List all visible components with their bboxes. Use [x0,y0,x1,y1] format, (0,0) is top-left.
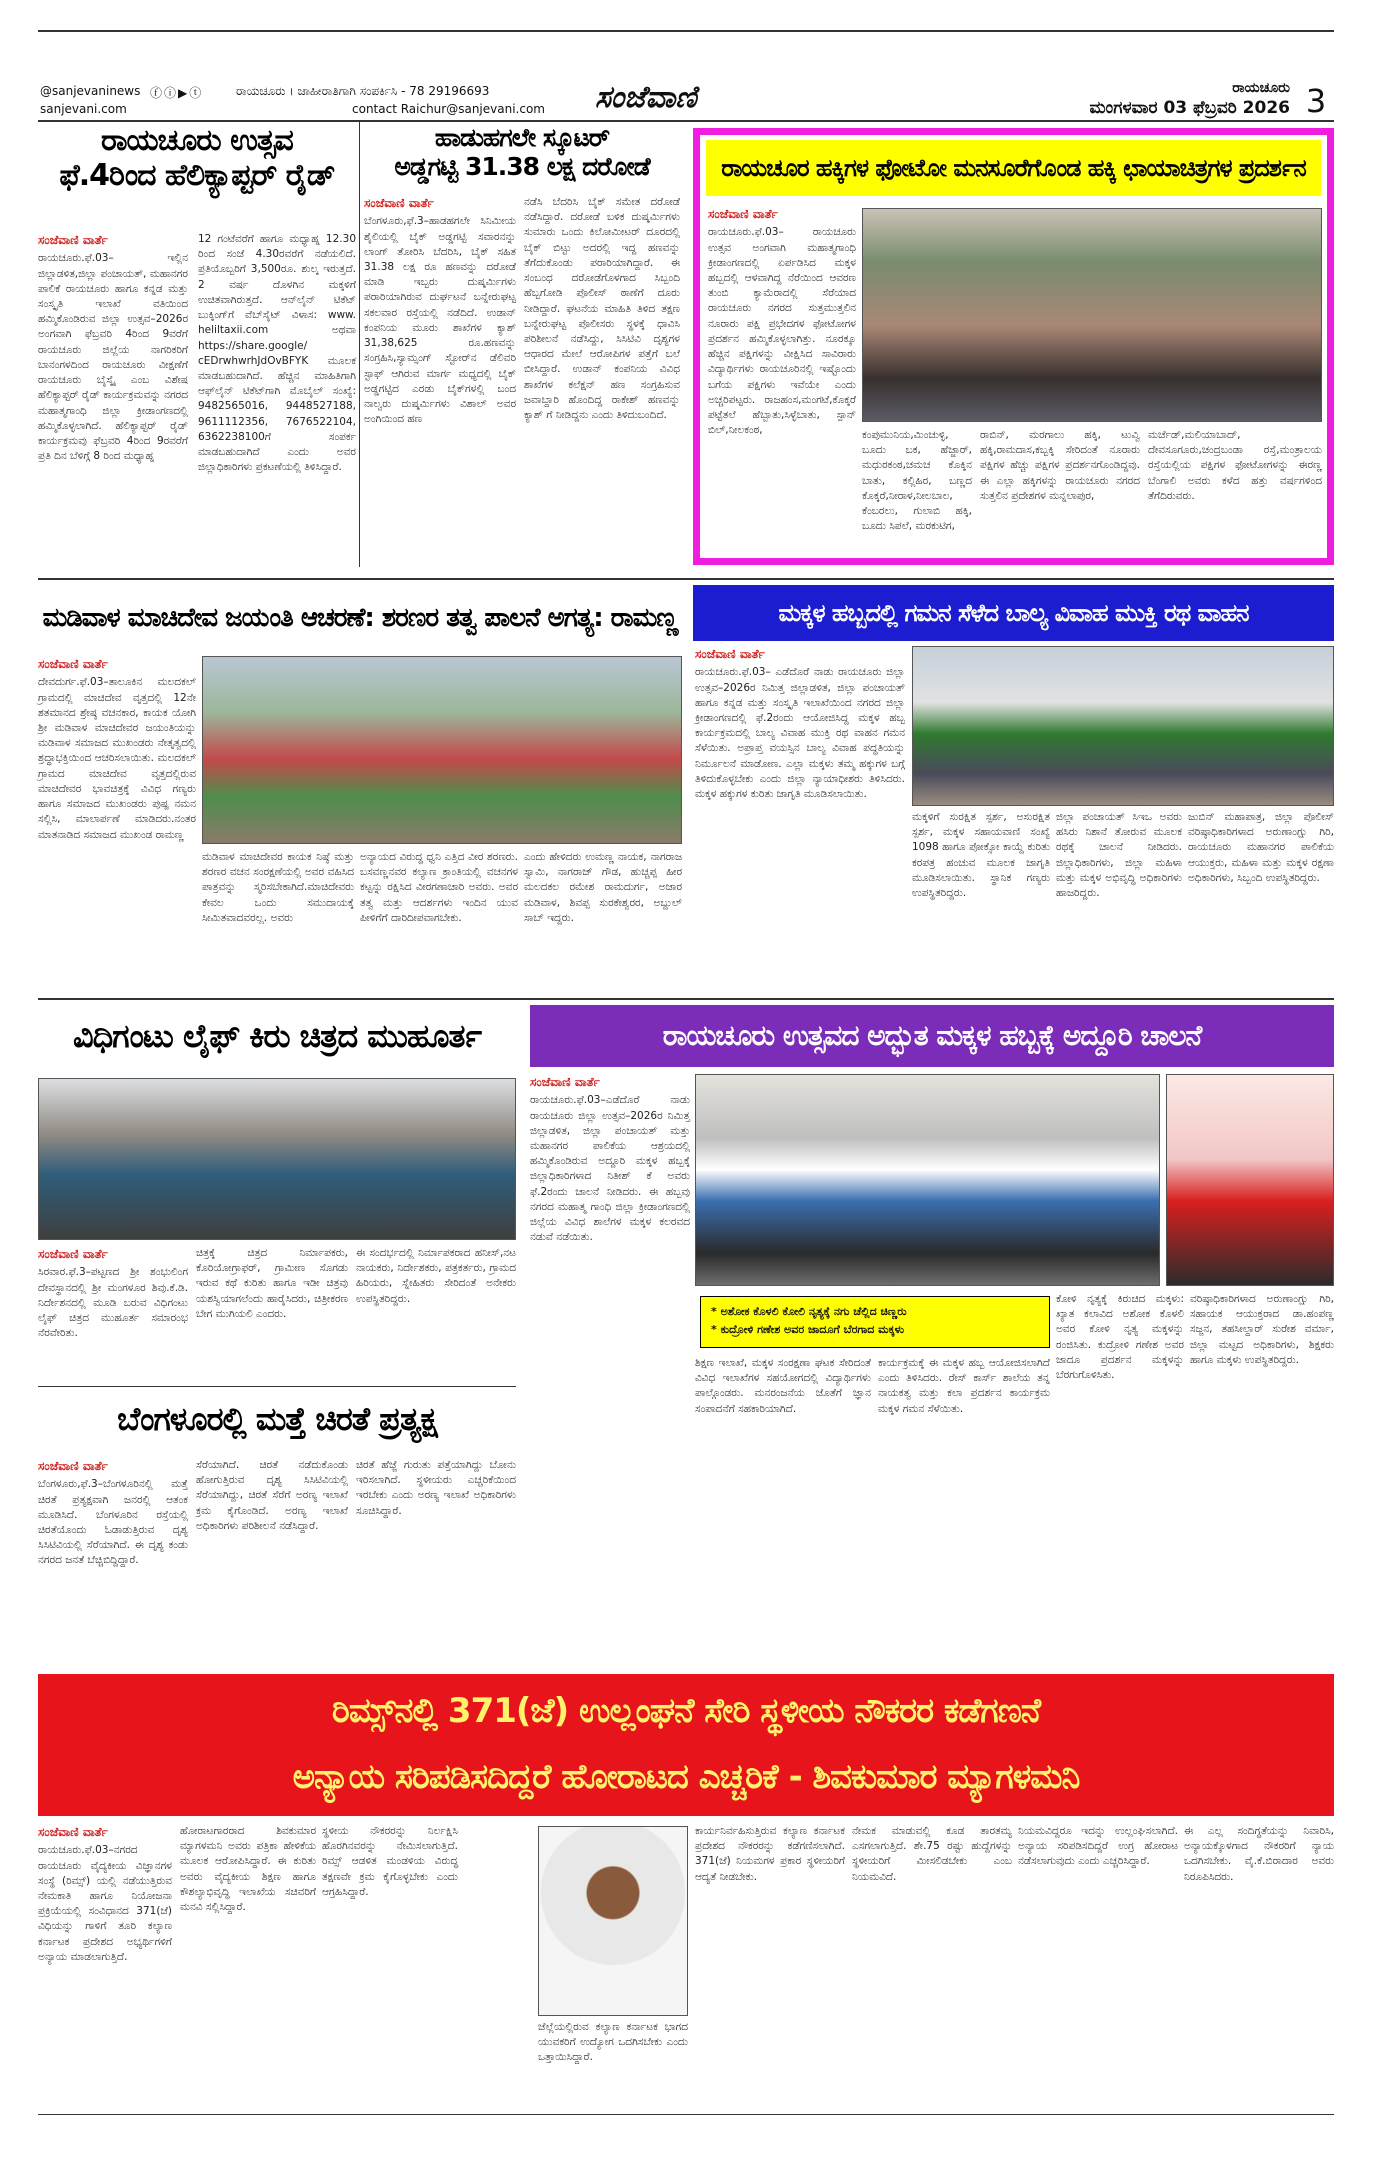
row-rule [38,578,1334,580]
a3-col4: ಮರ್ಚೆಡ್,ಮಲಿಯಾಬಾದ್, ದೇವಸೂಗೂರು,ಚಂದ್ರಬಂಡಾ ರಸ್ತೆ,ಮಂತ್ರಾಲಯ ರಸ್ತೆಯಲ್ಲಿಯ ಪಕ್ಷಿಗಳ ಫೋಟೋಗಳನ್ನು ಈರಣ್ಣ ಬೆಂಗಾಲಿ ಅವರು ಕಳೆದ ಹತ್ತು ವರ್ಷಗಳಿಂದ ತೆಗೆದಿರುವರು. [1148,429,1322,502]
banner-line-2: ಅನ್ಯಾಯ ಸರಿಪಡಿಸದಿದ್ದರೆ ಹೋರಾಟದ ಎಚ್ಚರಿಕೆ - ಶಿವಕುಮಾರ ಮ್ಯಾಗಳಮನಿ [292,1757,1080,1797]
a3-col3: ರಾಬಿನ್, ಮರಗಾಲು ಹಕ್ಕಿ, ಟುವ್ವಿ ಹಕ್ಕಿ,ರಾಮದಾಸ,ಕಬ್ಬಕ್ಕಿ ಸೇರಿದಂತೆ ನೂರಾರು ಪಕ್ಷಿಗಳ ಹೆಚ್ಚು ಪಕ್ಷಿಗಳ ಪ್ರದರ್ಶನಗೊಂಡಿದ್ದವು. ಈ ಎಲ್ಲಾ ಹಕ್ಕಿಗಳನ್ನು ರಾಯಚೂರು ನಗರದ ಸುತ್ತಲಿನ ಪ್ರದೇಶಗಳ ಮನ್ನಲಾಪುರ, [980,429,1140,502]
page-number: 3 [1305,82,1327,120]
twitter-icon[interactable]: ⓣ [189,86,204,100]
a8-col3: ಕಾರ್ಯಕ್ರಮಕ್ಕೆ ಈ ಮಕ್ಕಳ ಹಬ್ಬ ಆಯೋಜಿಸಲಾಗಿದೆ ಎಂದು ತಿಳಿಸಿದರು. ರೇಸ್ ಕಾರ್ಸ್ ಶಾಲೆಯ ತನ್ನ ನಾಯಕತ್ವ ಮತ್ತು ಕಲಾ ಪ್ರದರ್ಶನ ಕಾರ್ಯಕ್ರಮ ಮಕ್ಕಳ ಗಮನ ಸೆಳೆಯಿತು. [878,1357,1050,1415]
a5-headline: ಮಕ್ಕಳ ಹಬ್ಬದಲ್ಲಿ ಗಮನ ಸೆಳೆದ ಬಾಲ್ಯ ವಿವಾಹ ಮುಕ್ತಿ ರಥ ವಾಹನ [693,585,1334,641]
a7-col1: ಸಂಜೆವಾಣಿ ವಾರ್ತೆ ಬೆಂಗಳೂರು,ಫೆ.3–ಬೆಂಗಳೂರಿನಲ್ಲಿ ಮತ್ತೆ ಚಿರತೆ ಪ್ರತ್ಯಕ್ಷವಾಗಿ ಜನರಲ್ಲಿ ಆತಂಕ ಮೂಡಿಸಿದೆ. ಬೆಂಗಳೂರಿನ ರಸ್ತೆಯಲ್ಲಿ ಚಿರತೆಯೊಂದು ಓಡಾಡುತ್ತಿರುವ ದೃಶ್ಯ ಸಿಸಿಟಿವಿಯಲ್ಲಿ ಸೆರೆಯಾಗಿದೆ. ಈ ದೃಶ್ಯ ಕಂಡು ನಗರದ ಜನತೆ ಬೆಚ್ಚಿಬಿದ್ದಿದ್ದಾರೆ. [38,1459,188,1567]
youtube-icon[interactable]: ▶ [178,86,190,100]
a7-col2: ಸೆರೆಯಾಗಿದೆ. ಚಿರತೆ ನಡೆದುಕೊಂಡು ಹೋಗುತ್ತಿರುವ ದೃಶ್ಯ ಸಿಸಿಟಿವಿಯಲ್ಲಿ ಸೆರೆಯಾಗಿದ್ದು, ಚಿರತೆ ಸೆರೆಗೆ ಅರಣ್ಯ ಇಲಾಖೆ ಕ್ರಮ ಕೈಗೊಂಡಿದೆ. ಅರಣ್ಯ ಇಲಾಖೆ ಅಧಿಕಾರಿಗಳು ಪರಿಶೀಲನೆ ನಡೆಸಿದ್ದಾರೆ. [196,1459,348,1532]
a3-col1: ಸಂಜೆವಾಣಿ ವಾರ್ತೆ ರಾಯಚೂರು.ಫೆ.03– ರಾಯಚೂರು ಉತ್ಸವ ಅಂಗವಾಗಿ ಮಹಾತ್ಮಗಾಂಧಿ ಕ್ರೀಡಾಂಗಣದಲ್ಲಿ ಏರ್ಪಡಿಸಿದ ಮಕ್ಕಳ ಹಬ್ಬದಲ್ಲಿ ಆಳವಾಗಿದ್ದ ನೆರೆಯಿಂದ ಆವರಣ ತುಂಬಿ ಕ್ಯಾಮೆರಾದಲ್ಲಿ ಸೆರೆಯಾದ ರಾಯಚೂರು ನಗರದ ಸುತ್ತಮುತ್ತಲಿನ ನೂರಾರು ಪಕ್ಷಿ ಪ್ರಭೇದಗಳ ಫೋಟೋಗಳ ಪ್ರದರ್ಶನ ಹಮ್ಮಿಕೊಳ್ಳಲಾಗಿತ್ತು. ನೂರಕ್ಕೂ ಹೆಚ್ಚಿನ ಪಕ್ಷಿಗಳನ್ನು ವೀಕ್ಷಿಸಿದ ಸಾವಿರಾರು ವಿದ್ಯಾರ್ಥಿಗಳು ರಾಯಚೂರಿನಲ್ಲಿ ಇಷ್ಟೊಂದು ಬಗೆಯ ಪಕ್ಷಿಗಳು ಇವೆಯೇ ಎಂದು ಅಚ್ಚರಿಪಟ್ಟರು. ರಾಜಹಂಸ,ಮಂಗಟೆ,ಕೊಕ್ಕರೆ ಪಟ್ಟೆತಲೆ ಹೆಬ್ಬಾತು,ಸಿಳ್ಳೆಬಾತು, ಸ್ಪಾನ್ ಬಿಲ್,ನೀಲಕಂಠ, [708,207,856,437]
short-film-muhurta-image [38,1078,516,1240]
rims-banner [38,1674,1334,1816]
bottom-rule [38,2114,1334,2115]
edition-note: ರಾಯಚೂರು । ಜಾಹೀರಾತಿಗಾಗಿ ಸಂಪರ್ಕಿಸಿ - 78 29196693 [236,84,490,98]
a4-col2: ಮಡಿವಾಳ ಮಾಚಿದೇವರ ಕಾಯಕ ನಿಷ್ಠೆ ಮತ್ತು ಶರಣರ ವಚನ ಸಂರಕ್ಷಣೆಯಲ್ಲಿ ಅವರ ವಹಿಸಿದ ಪಾತ್ರವನ್ನು ಸ್ಮರಿಸಬೇಕಾಗಿದೆ.ಮಾಚಿದೇವರು ಕೇವಲ ಒಂದು ಸಮುದಾಯಕ್ಕೆ ಸೀಮಿತವಾದವರಲ್ಲ. ಅವರು [202,851,354,924]
a9-col5: ನೇಮಕ ಮಾಡುವಲ್ಲಿ ಕೂಡ ತಾರತಮ್ಯ ಎಸಗಲಾಗುತ್ತಿದೆ. ಶೇ.75 ರಷ್ಟು ಹುದ್ದೆಗಳನ್ನು ಸ್ಥಳೀಯರಿಗೆ ಮೀಸಲಿಡಬೇಕು ಎಂಬ ನಿಯಮವಿದೆ. [852,1825,1012,1883]
a8-headline: ರಾಯಚೂರು ಉತ್ಸವದ ಅದ್ಭುತ ಮಕ್ಕಳ ಹಬ್ಬಕ್ಕೆ ಅದ್ದೂರಿ ಚಾಲನೆ [530,1005,1334,1067]
a9-col2: ಹೋರಾಟಗಾರರಾದ ಶಿವಕುಮಾರ ಮ್ಯಾಗಳಮನಿ ಅವರು ಪತ್ರಿಕಾ ಹೇಳಿಕೆಯ ಮೂಲಕ ಆರೋಪಿಸಿದ್ದಾರೆ. ಈ ಕುರಿತು ಅವರು ವೈದ್ಯಕೀಯ ಶಿಕ್ಷಣ ಹಾಗೂ ಕೌಶಲ್ಯಾಭಿವೃದ್ಧಿ ಇಲಾಖೆಯ ಸಚಿವರಿಗೆ ಮನವಿ ಸಲ್ಲಿಸಿದ್ದಾರೆ. [180,1825,316,1914]
a6-col3: ಈ ಸಂದರ್ಭದಲ್ಲಿ ನಿರ್ಮಾಪಕರಾದ ಹನೀಸ್,ನಟ ನಾಯಕರು, ನಿರ್ದೇಶಕರು, ಪತ್ರಕರ್ತರು, ಗ್ರಾಮದ ಹಿರಿಯರು, ಸ್ನೇಹಿತರು ಸೇರಿದಂತೆ ಅನೇಕರು ಉಪಸ್ಥಿತರಿದ್ದರು. [356,1247,516,1305]
child-marriage-vehicle-image [912,646,1334,806]
a4-col4: ಎಂದು ಹೇಳಿದರು ಉಮಣ್ಣ ನಾಯಕ, ನಾಗರಾಜ ಸ್ವಾಮಿ, ನಾಗರಾಜ್ ಗೌಡ, ಹುಚ್ಚಪ್ಪ ಹೀರ ಮಲದಕಲ ರಮೇಶ ರಾಮದುರ್ಗ, ಅಜಾರ ಮಡಿವಾಳ, ಶಿವಪ್ಪ ಸುರಕೇಶ್ವರರ, ಅಬ್ದುಲ್ ಸಾಬ್ ಇದ್ದರು. [524,851,682,924]
site-url[interactable]: sanjevani.com [40,102,127,116]
a9-col7: ಈ ಎಲ್ಲ ಸಂದಿಗ್ಧತೆಯನ್ನು ನಿವಾರಿಸಿ, ಅನ್ಯಾಯಕ್ಕೊಳಗಾದ ನೌಕರರಿಗೆ ನ್ಯಾಯ ಒದಗಿಸಬೇಕು. ವೈ.ಕೆ.ಬಿರಾದಾರ ಅವರು ನಿರೂಪಿಸಿದರು. [1184,1825,1334,1883]
a3-col2: ಕಂಪುಮುನಿಯ,ಮಿಂಚುಳ್ಳಿ, ಬೂದು ಬಕ, ಹೆಜ್ಜಾರ್, ಮಧುರಕಂಠ,ಚಮಚ ಕೊಕ್ಕಿನ ಬಾತು, ಕಲ್ಲಿಹಿರ, ಬಣ್ಣದ ಕೊಕ್ಕರೆ,ನೀರಾಳ,ನೀಲಬಾಲ, ಕೆಂಬರಲು, ಗುಲಾಬಿ ಹಕ್ಕಿ, ಬೂದು ಸಿಪಲೆ, ಮರಕುಟಿಗ, [862,429,972,533]
a4-col1: ಸಂಜೆವಾಣಿ ವಾರ್ತೆ ದೇವದುರ್ಗ.ಫೆ.03–ತಾಲೂಕಿನ ಮಲದಕಲ್ ಗ್ರಾಮದಲ್ಲಿ ಮಾಚಿದೇವ ವೃತ್ತದಲ್ಲಿ 12ನೇ ಶತಮಾನದ ಶ್ರೇಷ್ಠ ವಚನಕಾರ, ಕಾಯಕ ಯೋಗಿ ಶ್ರೀ ಮಡಿವಾಳ ಮಾಚಿದೇವರ ಜಯಂತಿಯನ್ನು ಮಡಿವಾಳ ಸಮಾಜದ ಮುಖಂಡರು ನೇತೃತ್ವದಲ್ಲಿ ಶ್ರದ್ಧಾಭಕ್ತಿಯಿಂದ ಆಚರಿಸಲಾಯಿತು. ಮಲದಕಲ್ ಗ್ರಾಮದ ಮಾಚಿದೇವ ವೃತ್ತದಲ್ಲಿರುವ ಮಾಚಿದೇವರ ಭಾವಚಿತ್ರಕ್ಕೆ ವಿವಿಧ ಗಣ್ಯರು ಹಾಗೂ ಸಮಾಜದ ಮುಖಂಡರು ಪುಷ್ಪ ನಮನ ಸಲ್ಲಿಸಿ, ಮಾಲಾರ್ಪಣೆ ಮಾಡಿದರು.ನಂತರ ಮಾತನಾಡಿದ ಸಮಾಜದ ಮುಖಂಡ ರಾಮಣ್ಣ [38,657,196,841]
banner-line-1: ರಿಮ್ಸ್‌ನಲ್ಲಿ 371(ಜೆ) ಉಲ್ಲಂಘನೆ ಸೇರಿ ಸ್ಥಳೀಯ ನೌಕರರ ಕಡೆಗಣನೆ [331,1691,1041,1731]
facebook-icon[interactable]: ⓕ [150,86,165,100]
bird-photo-exhibition-image [862,208,1322,422]
rooster-dance-image [1166,1074,1334,1286]
a1-col1: ಸಂಜೆವಾಣಿ ವಾರ್ತೆ ರಾಯಚೂರು.ಫೆ.03– ಇಲ್ಲಿನ ಜಿಲ್ಲಾಡಳಿತ,ಜಿಲ್ಲಾ ಪಂಚಾಯತ್, ಮಹಾನಗರ ಪಾಲಿಕೆ ರಾಯಚೂರು ಹಾಗೂ ಕನ್ನಡ ಮತ್ತು ಸಂಸ್ಕೃತಿ ಇಲಾಖೆ ವತಿಯಿಂದ ಹಮ್ಮಿಕೊಂಡಿರುವ ಜಿಲ್ಲಾ ಉತ್ಸವ–2026ರ ಅಂಗವಾಗಿ ಫೆಬ್ರವರಿ 4ರಿಂದ 9ವರೆಗೆ ರಾಯಚೂರು ಜಿಲ್ಲೆಯ ನಾಗರಿಕರಿಗೆ ಬಾನಂಗಳದಿಂದ ರಾಯಚೂರು ವೀಕ್ಷಣೆಗೆ ರಾಯಚೂರು ಬೈಸ್ಕೈ ಎಂಬ ವಿಶೇಷ ಹೆಲಿಕ್ಯಾಪ್ಟರ್ ರೈಡ್ ಕಾರ್ಯಕ್ರಮವನ್ನು ನಗರದ ಮಹಾತ್ಮಗಾಂಧಿ ಜಿಲ್ಲಾ ಕ್ರೀಡಾಂಗಣದಲ್ಲಿ ಹಮ್ಮಿಕೊಳ್ಳಲಾಗಿದೆ. ಹೆಲಿಕ್ಯಾಪ್ಟರ್ ರೈಡ್ ಕಾರ್ಯಕ್ರಮವು ಫೆಬ್ರವರಿ 4ರಿಂದ 9ರವರೆಗೆ ಪ್ರತಿ ದಿನ ಬೆಳಿಗ್ಗೆ 8 ರಿಂದ ಮಧ್ಯಾಹ್ನ [38,233,189,463]
a8-col1: ಸಂಜೆವಾಣಿ ವಾರ್ತೆ ರಾಯಚೂರು.ಫೆ.03–ಎಡೆದೊರೆ ನಾಡು ರಾಯಚೂರು ಜಿಲ್ಲಾ ಉತ್ಸವ–2026ರ ನಿಮಿತ್ತ ಜಿಲ್ಲಾಡಳಿತ, ಜಿಲ್ಲಾ ಪಂಚಾಯತ್ ಮತ್ತು ಮಹಾನಗರ ಪಾಲಿಕೆಯ ಆಶ್ರಯದಲ್ಲಿ ಹಮ್ಮಿಕೊಂಡಿರುವ ಅದ್ದೂರಿ ಮಕ್ಕಳ ಹಬ್ಬಕ್ಕೆ ಜಿಲ್ಲಾಧಿಕಾರಿಗಳಾದ ನಿತೀಶ್ ಕೆ ಅವರು ಫೆ.2ರಂದು ಚಾಲನೆ ನೀಡಿದರು. ಈ ಹಬ್ಬವು ನಗರದ ಮಹಾತ್ಮ ಗಾಂಧಿ ಜಿಲ್ಲಾ ಕ್ರೀಡಾಂಗಣದಲ್ಲಿ ಜಿಲ್ಲೆಯ ವಿವಿಧ ಶಾಲೆಗಳ ಮಕ್ಕಳ ಕಲರವದ ನಡುವೆ ನಡೆಯಿತು. [530,1075,690,1244]
a9-col1: ಸಂಜೆವಾಣಿ ವಾರ್ತೆ ರಾಯಚೂರು.ಫೆ.03–ನಗರದ ರಾಯಚೂರು ವೈದ್ಯಕೀಯ ವಿಜ್ಞಾನಗಳ ಸಂಸ್ಥೆ (ರಿಮ್ಸ್) ಯಲ್ಲಿ ನಡೆಯುತ್ತಿರುವ ನೇಮಕಾತಿ ಹಾಗೂ ನಿಯೋಜನಾ ಪ್ರಕ್ರಿಯೆಯಲ್ಲಿ ಸಂವಿಧಾನದ 371(ಜೆ) ವಿಧಿಯನ್ನು ಗಾಳಿಗೆ ತೂರಿ ಕಲ್ಯಾಣ ಕರ್ನಾಟಕ ಪ್ರದೇಶದ ಅಭ್ಯರ್ಥಿಗಳಿಗೆ ಅನ್ಯಾಯ ಮಾಡಲಾಗುತ್ತಿದೆ. [38,1825,172,1963]
a1-col2: 12 ಗಂಟೆವರೆಗೆ ಹಾಗೂ ಮಧ್ಯಾಹ್ನ 12.30 ರಿಂದ ಸಂಜೆ 4.30ರವರೆಗೆ ನಡೆಯಲಿದೆ. ಪ್ರತಿಯೊಬ್ಬರಿಗೆ 3,500ರೂ. ಶುಲ್ಕ ಇರುತ್ತದೆ. 2 ವರ್ಷ ದೊಳಗಿನ ಮಕ್ಕಳಿಗೆ ಉಚಿತವಾಗಿರುತ್ತದೆ. ಆನ್‌ಲೈನ್ ಟಿಕೆಟ್ ಬುಕ್ಕಿಂಗ್‌ಗೆ ವೆಬ್‌ಸೈಟ್ ವಿಳಾಸ: www. heliltaxii.com ಅಥವಾ https://share.google/ cEDrwhwrhJdOvBFYK ಮೂಲಕ ಮಾಡಬಹುದಾಗಿದೆ. ಹೆಚ್ಚಿನ ಮಾಹಿತಿಗಾಗಿ ಆಫ್‌ಲೈನ್ ಟಿಕೆಟ್‌ಗಾಗಿ ಮೊಬೈಲ್ ಸಂಖ್ಯೆ: 9482565016, 9448527188, 9611112356, 7676522104, 6362238100ಗೆ ಸಂಪರ್ಕ ಮಾಡಬಹುದಾಗಿದೆ ಎಂದು ಅವರ ಜಿಲ್ಲಾಧಿಕಾರಿಗಳು ಪ್ರಕಟಣೆಯಲ್ಲಿ ತಿಳಿಸಿದ್ದಾರೆ. [198,233,356,474]
a5-col1: ಸಂಜೆವಾಣಿ ವಾರ್ತೆ ರಾಯಚೂರು.ಫೆ.03– ಎಡೆದೊರೆ ನಾಡು ರಾಯಚೂರು ಜಿಲ್ಲಾ ಉತ್ಸವ–2026ರ ನಿಮಿತ್ತ ಜಿಲ್ಲಾಡಳಿತ, ಜಿಲ್ಲಾ ಪಂಚಾಯತ್ ಹಾಗೂ ಕನ್ನಡ ಮತ್ತು ಸಂಸ್ಕೃತಿ ಇಲಾಖೆಯಿಂದ ನಗರದ ಜಿಲ್ಲಾ ಕ್ರೀಡಾಂಗಣದಲ್ಲಿ ಫೆ.2ರಂದು ಆಯೋಜಿಸಿದ್ದ ಮಕ್ಕಳ ಹಬ್ಬ ಕಾರ್ಯಕ್ರಮದಲ್ಲಿ ಬಾಲ್ಯ ವಿವಾಹ ಮುಕ್ತಿ ರಥ ವಾಹನ ಗಮನ ಸೆಳೆಯಿತು. ಅಪ್ರಾಪ್ತ ವಯಸ್ಸಿನ ಬಾಲ್ಯ ವಿವಾಹ ಪದ್ಧತಿಯನ್ನು ನಿರ್ಮೂಲನೆ ಮಾಡೋಣ. ಎಲ್ಲಾ ಮಕ್ಕಳು ತಮ್ಮ ಹಕ್ಕುಗಳ ಬಗ್ಗೆ ತಿಳಿದುಕೊಳ್ಳಬೇಕು ಎಂದು ಜಿಲ್ಲಾ ನ್ಯಾಯಾಧೀಶರು ತಿಳಿಸಿದರು. ಮಕ್ಕಳ ಹಕ್ಕುಗಳ ಕುರಿತು ಜಾಗೃತಿ ಮೂಡಿಸಲಾಯಿತು. [695,647,905,801]
a4-headline: ಮಡಿವಾಳ ಮಾಚಿದೇವ ಜಯಂತಿ ಆಚರಣೆ: ಶರಣರ ತತ್ವ ಪಾಲನೆ ಅಗತ್ಯ: ರಾಮಣ್ಣ [42,603,678,633]
a9-col3: ಸ್ಥಳೀಯ ನೌಕರರನ್ನು ನಿರ್ಲಕ್ಷಿಸಿ ಹೊರಗಿನವರನ್ನು ನೇಮಿಸಲಾಗುತ್ತಿದೆ. ರಿಮ್ಸ್ ಆಡಳಿತ ಮಂಡಳಿಯ ವಿರುದ್ಧ ತಕ್ಷಣವೇ ಕ್ರಮ ಕೈಗೊಳ್ಳಬೇಕು ಎಂದು ಆಗ್ರಹಿಸಿದ್ದಾರೆ. [322,1825,458,1898]
jayanti-celebration-image [202,656,682,844]
a8-highlight-box: * ಅಶೋಕ ಕೊಳಲಿ ಕೋಲಿ ನೃತ್ಯಕ್ಕೆ ನಗು ಚೆಲ್ಲಿದ ಚಿಣ್ಣರು * ಕುದ್ರೋಳಿ ಗಣೇಶ ಅವರ ಜಾದೂಗೆ ಬೆರಗಾದ ಮಕ್ಕಳು [700,1296,1050,1348]
a5-col2: ಮಕ್ಕಳಿಗೆ ಸುರಕ್ಷಿತ ಸ್ಪರ್ಶ, ಅಸುರಕ್ಷಿತ ಸ್ಪರ್ಶ, ಮಕ್ಕಳ ಸಹಾಯವಾಣಿ ಸಂಖ್ಯೆ 1098 ಹಾಗೂ ಪೋಕ್ಸೋ ಕಾಯ್ದೆ ಕುರಿತು ಕರಪತ್ರ ಹಂಚುವ ಮೂಲಕ ಜಾಗೃತಿ ಮೂಡಿಸಲಾಯಿತು. ಸ್ಥಾನಿಕ ಗಣ್ಯರು ಉಪಸ್ಥಿತರಿದ್ದರು. [912,811,1050,900]
col-divider [359,122,360,567]
row-rule [38,998,1334,1000]
a4-col3: ಅನ್ಯಾಯದ ವಿರುದ್ಧ ಧ್ವನಿ ಎತ್ತಿದ ವೀರ ಶರಣರು. ಬಸವಣ್ಣನವರ ಕಲ್ಯಾಣ ಕ್ರಾಂತಿಯಲ್ಲಿ ವಚನಗಳ ಕಟ್ಟನ್ನು ರಕ್ಷಿಸಿದ ವೀರಗಣಾಚಾರಿ ಅವರು. ಅವರ ತತ್ವ ಮತ್ತು ಆದರ್ಶಗಳು ಇಂದಿನ ಯುವ ಪೀಳಿಗೆಗೆ ದಾರಿದೀಪವಾಗಬೇಕು. [360,851,518,924]
a9-photo-caption: ಜೆಲ್ಲೆಯಲ್ಲಿರುವ ಕಲ್ಯಾಣ ಕರ್ನಾಟಕ ಭಾಗದ ಯುವಕರಿಗೆ ಉದ್ಯೋಗ ಒದಗಿಸಬೇಕು ಎಂದು ಒತ್ತಾಯಿಸಿದ್ದಾರೆ. [538,2021,688,2064]
instagram-icon[interactable]: ⓘ [164,86,179,100]
a9-col4: ಕಾರ್ಯನಿರ್ವಹಿಸುತ್ತಿರುವ ಕಲ್ಯಾಣ ಕರ್ನಾಟಕ ಪ್ರದೇಶದ ನೌಕರರನ್ನು ಕಡೆಗಣಿಸಲಾಗಿದೆ. 371(ಜೆ) ನಿಯಮಗಳ ಪ್ರಕಾರ ಸ್ಥಳೀಯರಿಗೆ ಆದ್ಯತೆ ನೀಡಬೇಕು. [695,1825,845,1883]
contact-email[interactable]: contact Raichur@sanjevani.com [352,102,545,116]
a2-headline: ಹಾಡುಹಗಲೇ ಸ್ಕೂಟರ್ ಅಡ್ಡಗಟ್ಟಿ 31.38 ಲಕ್ಷ ದರೋಡೆ [394,123,650,181]
social-icons [150,84,230,101]
a9-col6: ನಿಯಮವಿದ್ದರೂ ಇದನ್ನು ಉಲ್ಲಂಘಿಸಲಾಗಿದೆ. ಅನ್ಯಾಯ ಸರಿಪಡಿಸದಿದ್ದರೆ ಉಗ್ರ ಹೋರಾಟ ನಡೆಸಲಾಗುವುದು ಎಂದು ಎಚ್ಚರಿಸಿದ್ದಾರೆ. [1018,1825,1178,1868]
a7-col3: ಚಿರತೆ ಹೆಜ್ಜೆ ಗುರುತು ಪತ್ತೆಯಾಗಿದ್ದು ಬೋನು ಇರಿಸಲಾಗಿದೆ. ಸ್ಥಳೀಯರು ಎಚ್ಚರಿಕೆಯಿಂದ ಇರಬೇಕು ಎಂದು ಅರಣ್ಯ ಇಲಾಖೆ ಅಧಿಕಾರಿಗಳು ಸೂಚಿಸಿದ್ದಾರೆ. [356,1459,516,1517]
a5-col3: ಜಿಲ್ಲಾ ಪಂಚಾಯತ್ ಸಿಇಒ ಅವರು ಹಸಿರು ನಿಶಾನೆ ತೋರುವ ಮೂಲಕ ರಥಕ್ಕೆ ಚಾಲನೆ ನೀಡಿದರು. ಜಿಲ್ಲಾಧಿಕಾರಿಗಳು, ಜಿಲ್ಲಾ ಮಹಿಳಾ ಮತ್ತು ಮಕ್ಕಳ ಅಭಿವೃದ್ಧಿ ಅಧಿಕಾರಿಗಳು ಹಾಜರಿದ್ದರು. [1056,811,1182,900]
section-rule [38,1386,516,1387]
social-handle: @sanjevaninews [40,84,141,98]
a8-col5: ವರಿಷ್ಠಾಧಿಕಾರಿಗಳಾದ ಅರುಣಾಂಗ್ಷು ಗಿರಿ, ಸಹಾಯಕ ಆಯುಕ್ತರಾದ ಡಾ.ಹಂಪಣ್ಣ ಸಜ್ಜನ, ತಹಸೀಲ್ದಾರ್ ಸುರೇಶ ವರ್ಮಾ, ಜಿಲ್ಲಾ ಮಟ್ಟದ ಅಧಿಕಾರಿಗಳು, ಶಿಕ್ಷಕರು ಹಾಗೂ ಮಕ್ಕಳು ಉಪಸ್ಥಿತರಿದ್ದರು. [1190,1293,1334,1366]
a1-headline: ರಾಯಚೂರು ಉತ್ಸವ ಫೆ.4ರಿಂದ ಹೆಲಿಕ್ಯಾಪ್ಟರ್ ರೈಡ್ [59,123,335,193]
a8-col4: ಕೋಳಿ ನೃತ್ಯಕ್ಕೆ ಕಿರುಚಿದ ಮಕ್ಕಳು: ಖ್ಯಾತ ಕಲಾವಿದ ಅಶೋಕ ಕೊಳಲಿ ಅವರ ಕೋಳಿ ನೃತ್ಯ ಮಕ್ಕಳನ್ನು ರಂಜಿಸಿತು. ಕುದ್ರೋಳಿ ಗಣೇಶ ಅವರ ಜಾದೂ ಪ್ರದರ್ಶನ ಮಕ್ಕಳನ್ನು ಬೆರಗುಗೊಳಿಸಿತು. [1056,1293,1184,1382]
a6-headline: ವಿಧಿಗಂಟು ಲೈಫ್ ಕಿರು ಚಿತ್ರದ ಮುಹೂರ್ತ [72,1017,481,1055]
top-rule [38,30,1334,32]
a2-col2: ನಡೆಸಿ ಬೆದರಿಸಿ ಬೈಕ್ ಸಮೇತ ದರೋಡೆ ನಡೆಸಿದ್ದಾರೆ. ದರೋಡೆ ಬಳಿಕ ದುಷ್ಕರ್ಮಿಗಳು ಸುಮಾರು ಒಂದು ಕಿಲೋಮೀಟರ್ ದೂರದಲ್ಲಿ ಬೈಕ್ ಬಿಟ್ಟು ಅದರಲ್ಲಿ ಇದ್ದ ಹಣವನ್ನು ತೆಗೆದುಕೊಂಡು ಪರಾರಿಯಾಗಿದ್ದಾರೆ. ಈ ಸಂಬಂಧ ದರೋಡೆಗೊಳಗಾದ ಸಿಬ್ಬಂದಿ ಹೆಬ್ಬಗೋಡಿ ಪೊಲೀಸ್ ಠಾಣೆಗೆ ದೂರು ನೀಡಿದ್ದಾರೆ. ಘಟನೆಯ ಮಾಹಿತಿ ತಿಳಿದ ತಕ್ಷಣ ಬನ್ನೇರುಘಟ್ಟ ಪೊಲೀಸರು ಸ್ಥಳಕ್ಕೆ ಧಾವಿಸಿ ಪರಿಶೀಲನೆ ನಡೆಸಿದ್ದು, ಸಿಸಿಟಿವಿ ದೃಶ್ಯಗಳ ಆಧಾರದ ಮೇಲೆ ಆರೋಪಿಗಳ ಪತ್ತೆಗೆ ಬಲೆ ಬೀಸಿದ್ದಾರೆ. ಉಡಾನ್ ಕಂಪನಿಯ ವಿವಿಧ ಶಾಖೆಗಳ ಕಲೆಕ್ಷನ್ ಹಣ ಸಂಗ್ರಹಿಸುವ ಜವಾಬ್ದಾರಿ ಹೊಂದಿದ್ದ ರಾಕೇಶ್ ಹಣವನ್ನು ಕ್ಯಾಶ್ ಗೆ ನೀಡಿದ್ದನು ಎಂದು ತಿಳಿದುಬಂದಿದೆ. [524,196,680,422]
edition-city: ರಾಯಚೂರು [1232,80,1290,96]
a3-headline: ರಾಯಚೂರ ಹಕ್ಕಿಗಳ ಫೋಟೋ ಮನಸೂರೆಗೊಂಡ ಹಕ್ಕಿ ಛಾಯಾಚಿತ್ರಗಳ ಪ್ರದರ್ಶನ [706,140,1321,196]
issue-date: ಮಂಗಳವಾರ 03 ಫೆಬ್ರವರಿ 2026 [1089,98,1290,118]
a5-col4: ಜುಬಿನ್ ಮಹಾಪಾತ್ರ, ಜಿಲ್ಲಾ ಪೊಲೀಸ್ ವರಿಷ್ಠಾಧಿಕಾರಿಗಳಾದ ಅರುಣಾಂಗ್ಷು ಗಿರಿ, ರಾಯಚೂರು ಮಹಾನಗರ ಪಾಲಿಕೆಯ ಆಯುಕ್ತರು, ಮಹಿಳಾ ಮತ್ತು ಮಕ್ಕಳ ರಕ್ಷಣಾ ಅಧಿಕಾರಿಗಳು, ಸಿಬ್ಬಂದಿ ಉಪಸ್ಥಿತರಿದ್ದರು. [1188,811,1334,884]
shivakumar-portrait-image [538,1826,688,2016]
logo: ಸಂಜೆವಾಣಿ [595,80,697,115]
masthead-rule [38,120,1334,122]
a7-headline: ಬೆಂಗಳೂರಲ್ಲಿ ಮತ್ತೆ ಚಿರತೆ ಪ್ರತ್ಯಕ್ಷ [117,1400,437,1438]
a6-col2: ಚಿತ್ರಕ್ಕೆ ಚಿತ್ರದ ನಿರ್ಮಾಪಕರು, ಕೊರಿಯೋಗ್ರಾಫರ್, ಗ್ರಾಮೀಣ ಸೊಗಡು ಇರುವ ಕಥೆ ಕುರಿತು ಹಾಗೂ ಇಡೀ ಚಿತ್ರವು ಯಶಸ್ವಿಯಾಗಲೆಂದು ಹಾರೈಸಿದರು, ಚಿತ್ರೀಕರಣ ಬೇಗ ಮುಗಿಯಲಿ ಎಂದರು. [196,1247,348,1320]
childrens-fest-inauguration-image [695,1074,1160,1286]
a2-col1: ಸಂಜೆವಾಣಿ ವಾರ್ತೆ ಬೆಂಗಳೂರು,ಫೆ.3–ಹಾಡಹಗಲೇ ಸಿನಿಮೀಯ ಶೈಲಿಯಲ್ಲಿ ಬೈಕ್ ಅಡ್ಡಗಟ್ಟಿ ಸವಾರನನ್ನು ಲಾಂಗ್ ತೋರಿಸಿ ಬೆದರಿಸಿ, ಬೈಕ್ ಸಹಿತ 31.38 ಲಕ್ಷ ರೂ ಹಣವನ್ನು ದರೋಡೆ ಮಾಡಿ ಇಬ್ಬರು ದುಷ್ಕರ್ಮಿಗಳು ಪರಾರಿಯಾಗಿರುವ ದುರ್ಘಟನೆ ಬನ್ನೇರುಘಟ್ಟ ಸಕಲವಾರ ರಸ್ತೆಯಲ್ಲಿ ನಡೆದಿದೆ. ಉಡಾನ್ ಕಂಪನಿಯ ಮೂರು ಶಾಖೆಗಳ ಕ್ಯಾಶ್ 31,38,625 ರೂ.ಹಣವನ್ನು ಸಂಗ್ರಹಿಸಿ,ಸ್ಯಾಮ್ಸಂಗ್ ಸ್ಟೋರ್‌ನ ಡೆಲಿವರಿ ಸ್ಟಾಫ್‌ ಆಗಿರುವ ಮಾರ್ಗ ಮಧ್ಯದಲ್ಲಿ ಬೈಕ್ ಅಡ್ಡಗಟ್ಟಿದ ಎರಡು ಬೈಕ್‌ಗಳಲ್ಲಿ ಬಂದ ನಾಲ್ವರು ದುಷ್ಕರ್ಮಿಗಳು ವಿಶಾಲ್ ಅವರ ಅಂಗಿಯಿಂದ ಹಣ [364,196,516,426]
a6-col1: ಸಂಜೆವಾಣಿ ವಾರ್ತೆ ಸಿರವಾರ.ಫೆ.3–ಪಟ್ಟಣದ ಶ್ರೀ ಶಂಭುಲಿಂಗ ದೇವಸ್ಥಾನದಲ್ಲಿ ಶ್ರೀ ಮಂಗಳೂರ ಶಿವು.ಕೆ.ಡಿ. ನಿರ್ದೇಶನದಲ್ಲಿ ಮೂಡಿ ಬರುವ ವಿಧಿಗಂಟು ಲೈಫ್ ಚಿತ್ರದ ಮುಹೂರ್ತ ಸಮಾರಂಭ ನೆರವೇರಿತು. [38,1247,188,1340]
a8-col2: ಶಿಕ್ಷಣ ಇಲಾಖೆ, ಮಕ್ಕಳ ಸಂರಕ್ಷಣಾ ಘಟಕ ಸೇರಿದಂತೆ ವಿವಿಧ ಇಲಾಖೆಗಳ ಸಹಯೋಗದಲ್ಲಿ ವಿದ್ಯಾರ್ಥಿಗಳು ಪಾಲ್ಗೊಂಡರು. ಮನರಂಜನೆಯ ಜೊತೆಗೆ ಜ್ಞಾನ ಸಂಪಾದನೆಗೆ ಸಹಕಾರಿಯಾಗಿದೆ. [695,1357,871,1415]
